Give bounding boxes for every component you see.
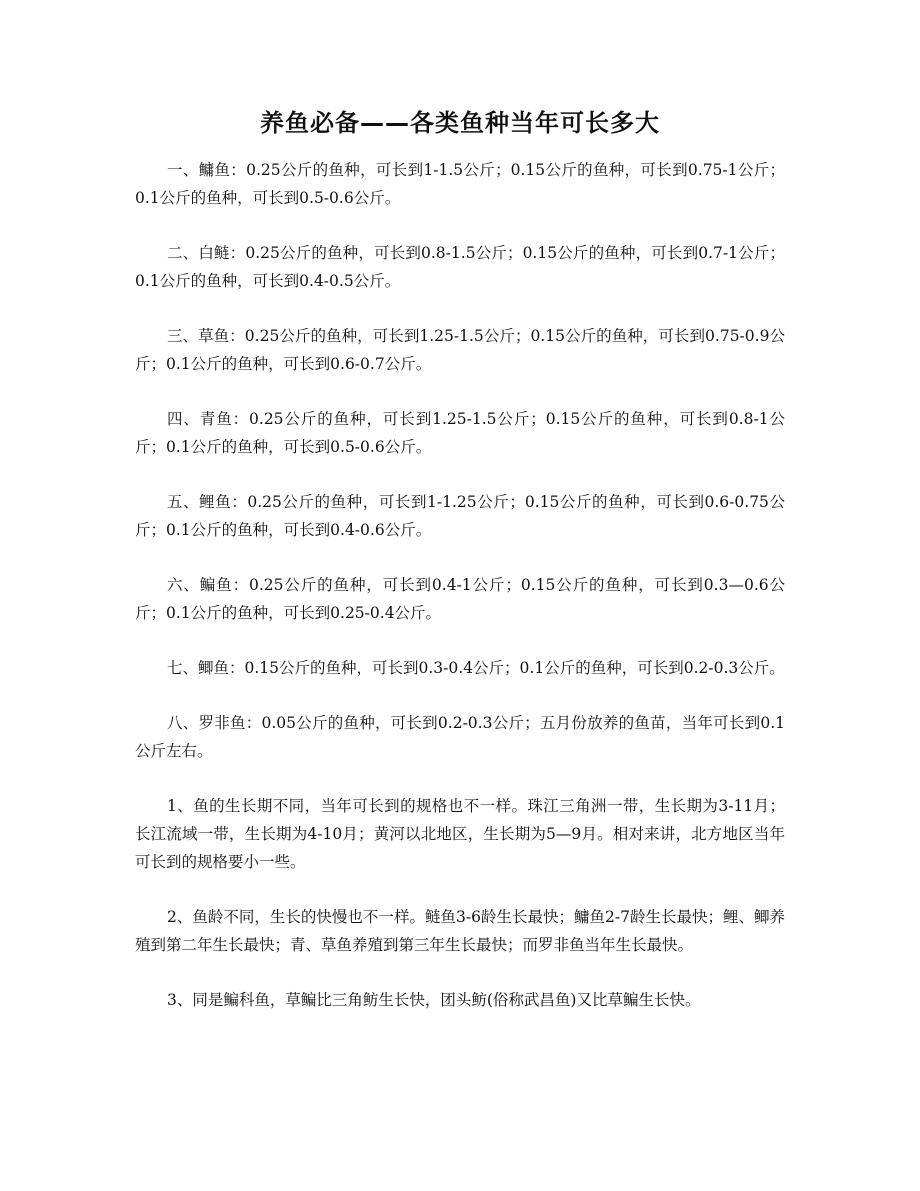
paragraph-bream: 六、鳊鱼：0.25公斤的鱼种，可长到0.4-1公斤；0.15公斤的鱼种，可长到0.3—0.6公斤；0.1公斤的鱼种，可长到0.25-0.4公斤。: [135, 576, 785, 622]
paragraph-crucian-carp: 七、鲫鱼：0.15公斤的鱼种，可长到0.3-0.4公斤；0.1公斤的鱼种，可长到0.2-0.3公斤。: [167, 659, 785, 677]
paragraph-note-growth-period: 1、鱼的生长期不同，当年可长到的规格也不一样。珠江三角洲一带，生长期为3-11月；长江流域一带，生长期为4-10月；黄河以北地区，生长期为5—9月。相对来讲，北方地区当年可长到的规格要小一些。: [135, 797, 785, 871]
paragraph-note-bream-family: 3、同是鳊科鱼，草鳊比三角鲂生长快，团头鲂(俗称武昌鱼)又比草鳊生长快。: [167, 991, 701, 1009]
paragraph-tilapia: 八、罗非鱼：0.05公斤的鱼种，可长到0.2-0.3公斤；五月份放养的鱼苗，当年可长到0.1公斤左右。: [135, 714, 785, 760]
paragraph-grass-carp: 三、草鱼：0.25公斤的鱼种，可长到1.25-1.5公斤；0.15公斤的鱼种，可长到0.75-0.9公斤；0.1公斤的鱼种，可长到0.6-0.7公斤。: [135, 327, 785, 373]
paragraph-common-carp: 五、鲤鱼：0.25公斤的鱼种，可长到1-1.25公斤；0.15公斤的鱼种，可长到0.6-0.75公斤；0.1公斤的鱼种，可长到0.4-0.6公斤。: [135, 493, 785, 539]
paragraph-bighead-carp: 一、鳙鱼：0.25公斤的鱼种，可长到1-1.5公斤；0.15公斤的鱼种，可长到0.75-1公斤；0.1公斤的鱼种，可长到0.5-0.6公斤。: [135, 161, 785, 207]
paragraph-black-carp: 四、青鱼：0.25公斤的鱼种，可长到1.25-1.5公斤；0.15公斤的鱼种，可长到0.8-1公斤；0.1公斤的鱼种，可长到0.5-0.6公斤。: [135, 410, 785, 456]
document-body: [135, 156, 785, 1041]
document-title: 养鱼必备——各类鱼种当年可长多大: [260, 109, 660, 137]
paragraph-note-fish-age: 2、鱼龄不同，生长的快慢也不一样。鲢鱼3-6龄生长最快；鳙鱼2-7龄生长最快；鲤、鲫养殖到第二年生长最快；青、草鱼养殖到第三年生长最快；而罗非鱼当年生长最快。: [135, 908, 785, 954]
paragraph-silver-carp: 二、白鲢：0.25公斤的鱼种，可长到0.8-1.5公斤；0.15公斤的鱼种，可长到0.7-1公斤；0.1公斤的鱼种，可长到0.4-0.5公斤。: [135, 244, 785, 290]
